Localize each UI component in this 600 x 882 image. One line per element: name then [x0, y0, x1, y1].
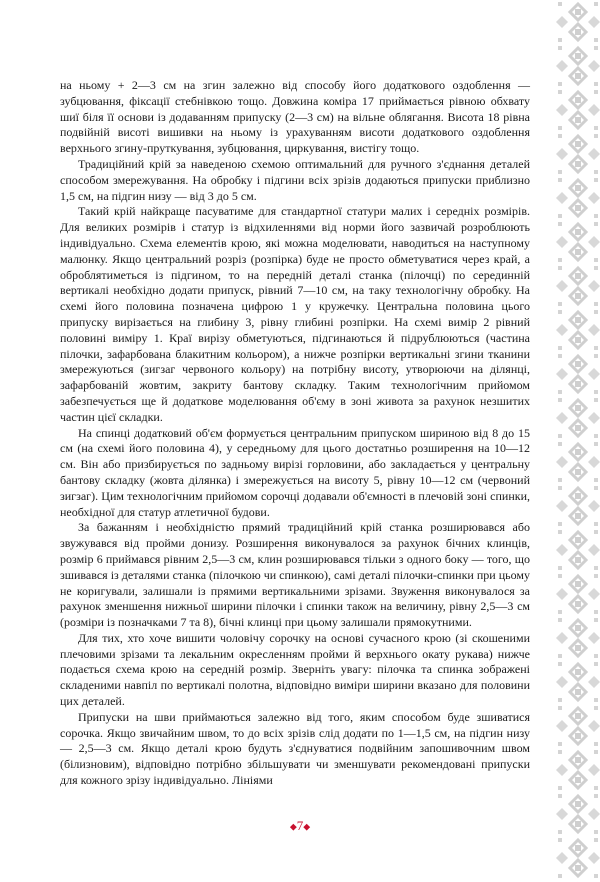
- paragraph-7: Припуски на шви приймаються залежно від того, яким способом буде зшиватися сорочка. Якщо звичайним швом, то до всіх зрізів слід додати по 1—1,5 см, на підгин низу — 2,5—3 см. Якщо деталі крою будуть з'єднуватися подвійним запошивочним швом (білизновим), відповідно потрібно збільшувати чи зменшувати рекомендовані припуски для кожного зрізу індивідуально. Лініями: [60, 709, 530, 788]
- paragraph-5: За бажанням і необхідністю прямий традиційний крій станка розширювався або звужувався від пройми донизу. Розширення виконувалося за рахунок бічних клинців, розмір 6 приймався рівним 2,5—3 см, клин розширювався тільки з одного боку — того, що зшивався із деталями станка (пілочкою чи спинкою), самі деталі пілочки-спинки при цьому не коригували, залишали із прямими вертикальними зрізами. Звуження виконувалося за рахунок зменшення нижньої ширини пілочки і спинки також на величину, рівну 2,5—3 см (розміри із позначками 7 та 8), бічні клинці при цьому залишали прямокутними.: [60, 520, 530, 630]
- paragraph-2: Традиційний крій за наведеною схемою оптимальний для ручного з'єднання деталей способом змережування. На обробку і підгини всіх зрізів додаються припуски приблизно 1,5 см, на підгин низу — від 3 до 5 см.: [60, 156, 530, 203]
- page-body: [60, 78, 530, 789]
- embroidery-ornament-border: [556, 0, 600, 882]
- paragraph-1: на ньому + 2—3 см на згин залежно від способу його додаткового оздоблення — зубцювання, фіксації стебнівкою тощо. Довжина коміра 17 приймається рівною обхвату шиї біля її основи із додаванням припуску (2—3 см) на вільне облягання. Висота 18 рівна подвійній висоті вишивки на ньому із урахуванням висоти додаткового оздоблення верхнього згину-пруткування, зубцювання, циркування, вистігу тощо.: [60, 78, 530, 156]
- paragraph-3: Такий крій найкраще пасуватиме для стандартної статури малих і середніх розмірів. Для великих розмірів і статур із відхиленнями від норми його зазвичай розроблюють індивідуально. Схема елементів крою, які можна моделювати, наводиться на наступному малюнку. Якщо центральний розріз (розпірка) буде не просто обметуватися через край, а оброблятиметься із підгином, то на передній деталі станка (пілочці) по серединній вертикалі необхідно додати припуск, рівний 7—10 см, на таку технологічну обробку. На схемі його половина позначена цифрою 1 у кружечку. Центральна половина цього припуску вирізається на глибину 3, рівну глибині розпірки. На схемі вимір 2 рівний половині виміру 1. Краї вирізу обметуються, підгинаються й підрублюються (частина пілочки, зафарбована блакитним кольором), а нижче розпірки вертикальні згини тканини змережуються (зигзаг червоного кольору) на потрібну висоту, утворюючи на ділянці, зафарбованій жовтим, закриту бантову складку. Таким технологічним прийомом забезпечується ще й додаткове моделювання об'єму в зоні живота за рахунок незшитих частин цієї складки.: [60, 204, 530, 424]
- folio-diamond-right-icon: ◆: [303, 821, 311, 832]
- page-number-text: 7: [296, 818, 304, 833]
- folio-diamond-left-icon: ◆: [289, 821, 297, 832]
- paragraph-4: На спинці додатковий об'єм формується центральним припуском шириною від 8 до 15 см (на схемі його половина 4), у середньому для цього достатньо розширення на 10—12 см. Він або призбирується по задньому вирізі горловини, або закладається у центральну бантову складку (жовта ділянка) і змережується на висоту 5, рівну 10—12 см (червоний зигзаг). Цим технологічним прийомом сорочці додавали об'ємності в плечовій зоні спинки, необхідної для статур атлетичної будови.: [60, 425, 530, 519]
- paragraph-6: Для тих, хто хоче вишити чоловічу сорочку на основі сучасного крою (зі скошеними плечовими зрізами та лекальним окресленням пройми й верхнього окату рукава) нижче подається схема крою на середній розмір. Зверніть увагу: пілочка та спинка зображені складеними навпіл по вертикалі полотна, відповідно виміри ширини вказано для половини цих деталей.: [60, 630, 530, 709]
- page-number: [0, 818, 600, 834]
